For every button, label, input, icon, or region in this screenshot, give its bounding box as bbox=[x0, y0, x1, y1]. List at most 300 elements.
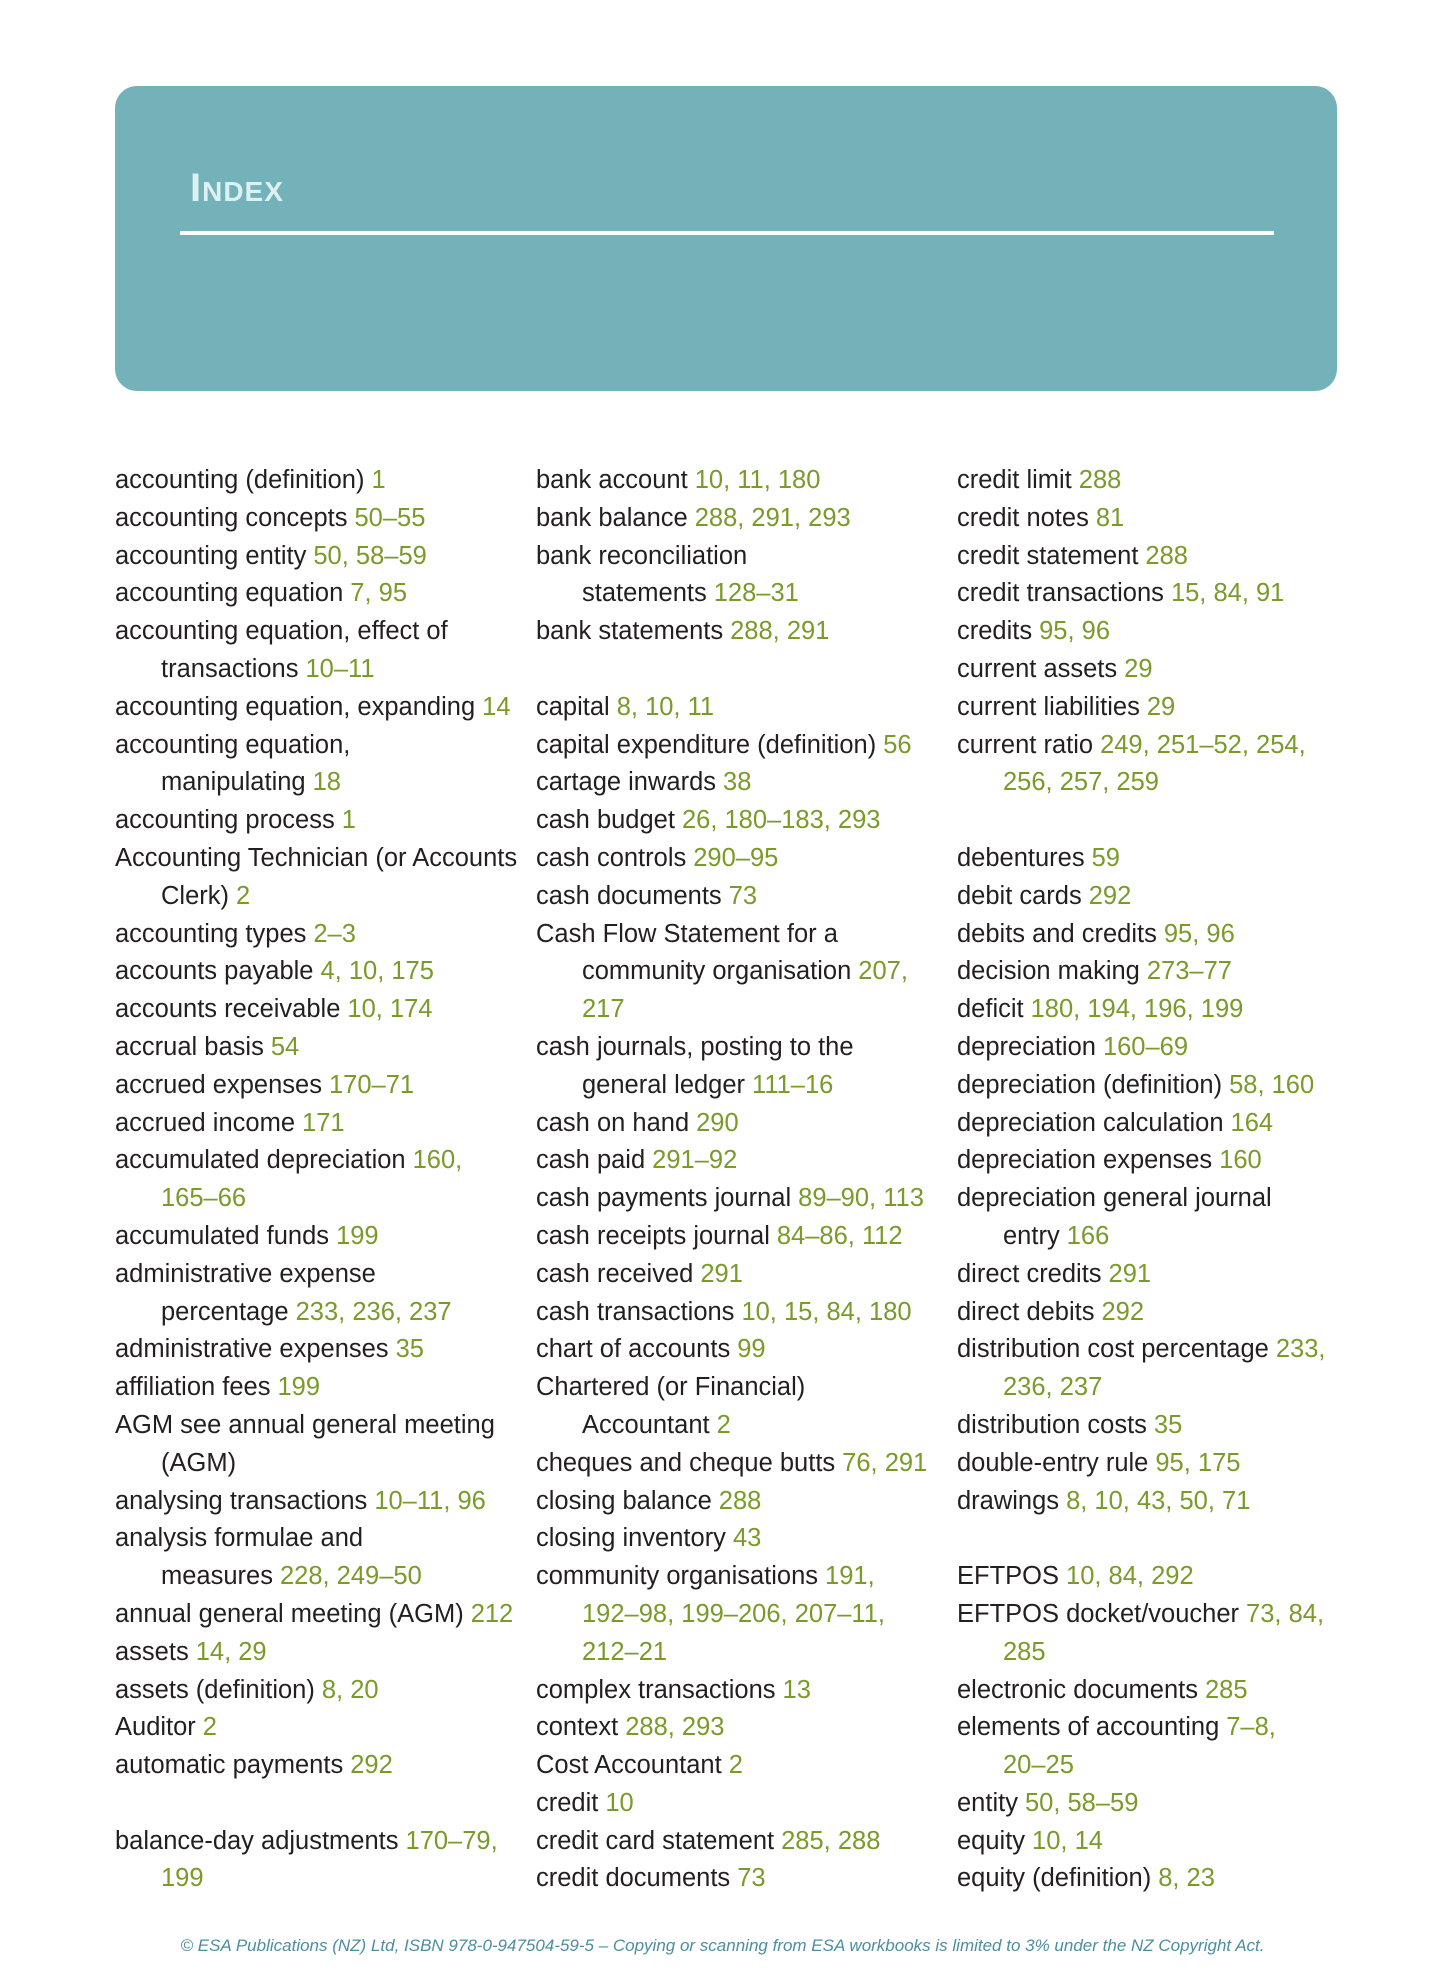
index-page-numbers: 15, 84, 91 bbox=[1170, 579, 1285, 608]
index-page-numbers: 26, 180–183, 293 bbox=[681, 806, 881, 835]
index-term: assets (definition) bbox=[115, 1675, 315, 1704]
index-entry bbox=[536, 1445, 946, 1483]
index-page-numbers: 166 bbox=[1066, 1221, 1110, 1250]
index-page-numbers: 13 bbox=[782, 1675, 811, 1704]
index-term: chart of accounts bbox=[536, 1335, 731, 1364]
index-page-numbers: 99 bbox=[737, 1335, 766, 1364]
index-page-numbers: 288 bbox=[718, 1486, 762, 1515]
index-page-numbers: 8, 10, 11 bbox=[616, 692, 715, 721]
index-entry bbox=[536, 1218, 946, 1256]
index-entry bbox=[115, 916, 525, 954]
index-term: accumulated depreciation bbox=[115, 1146, 406, 1175]
index-term: annual general meeting (AGM) bbox=[115, 1599, 464, 1628]
index-entry bbox=[957, 727, 1367, 803]
index-term: cash journals, posting to the bbox=[536, 1032, 854, 1061]
index-term: cheques and cheque butts bbox=[536, 1448, 836, 1477]
index-entry bbox=[536, 538, 946, 614]
index-entry bbox=[536, 1256, 946, 1294]
index-entry bbox=[536, 1823, 946, 1861]
index-term: current assets bbox=[957, 654, 1118, 683]
index-page-numbers: 164 bbox=[1230, 1108, 1274, 1137]
index-entry bbox=[957, 500, 1367, 538]
index-page-numbers: 38 bbox=[723, 768, 752, 797]
index-term: cash receipts journal bbox=[536, 1221, 770, 1250]
index-page-numbers: 7–8, bbox=[1226, 1713, 1276, 1742]
index-term: general ledger bbox=[582, 1070, 746, 1099]
index-term: depreciation general journal bbox=[957, 1184, 1272, 1213]
index-term: statements bbox=[582, 579, 707, 608]
index-section-gap bbox=[957, 1520, 1367, 1558]
index-entry bbox=[957, 1672, 1367, 1710]
index-entry bbox=[115, 1823, 525, 1899]
index-entry bbox=[115, 1256, 525, 1332]
index-page-numbers: 81 bbox=[1095, 503, 1125, 532]
index-page-numbers: 217 bbox=[582, 995, 625, 1024]
index-term: accrued income bbox=[115, 1108, 296, 1137]
index-term: Chartered (or Financial) bbox=[536, 1373, 806, 1402]
index-page-numbers: 29 bbox=[1124, 654, 1153, 683]
index-entry bbox=[115, 1067, 525, 1105]
index-page-numbers: 14, 29 bbox=[195, 1637, 267, 1666]
index-entry bbox=[536, 727, 946, 765]
index-term: cash controls bbox=[536, 843, 687, 872]
index-entry bbox=[115, 1029, 525, 1067]
index-page-numbers: 8, 10, 43, 50, 71 bbox=[1066, 1486, 1251, 1515]
index-entry bbox=[115, 953, 525, 991]
index-page-numbers: 128–31 bbox=[713, 579, 799, 608]
index-page-numbers: 292 bbox=[1101, 1297, 1145, 1326]
index-term: credit bbox=[536, 1788, 599, 1817]
index-entry bbox=[957, 1823, 1367, 1861]
index-page-numbers: 291 bbox=[1108, 1259, 1152, 1288]
index-entry bbox=[957, 953, 1367, 991]
index-entry bbox=[536, 878, 946, 916]
index-term: accrual basis bbox=[115, 1032, 264, 1061]
index-entry bbox=[536, 1709, 946, 1747]
index-entry bbox=[536, 1369, 946, 1445]
index-term: Clerk) bbox=[161, 881, 229, 910]
index-term: direct credits bbox=[957, 1259, 1102, 1288]
index-term: Cash Flow Statement for a bbox=[536, 919, 838, 948]
index-page-numbers: 2 bbox=[716, 1410, 731, 1439]
index-term: cash received bbox=[536, 1259, 694, 1288]
index-entry bbox=[115, 689, 525, 727]
index-page-numbers: 10–11 bbox=[305, 654, 375, 683]
index-page-numbers: 10, 15, 84, 180 bbox=[741, 1297, 912, 1326]
index-term: accrued expenses bbox=[115, 1070, 322, 1099]
index-section-gap bbox=[115, 1785, 525, 1823]
index-term: cash on hand bbox=[536, 1108, 690, 1137]
index-term: accounts receivable bbox=[115, 995, 341, 1024]
index-page-numbers: 56 bbox=[883, 730, 912, 759]
index-term: analysis formulae and bbox=[115, 1524, 364, 1553]
index-page-numbers: 170–79, bbox=[405, 1826, 498, 1855]
index-term: accounting types bbox=[115, 919, 307, 948]
index-page-numbers: 180, 194, 196, 199 bbox=[1030, 995, 1244, 1024]
index-term: closing balance bbox=[536, 1486, 712, 1515]
index-entry bbox=[957, 1558, 1367, 1596]
index-entry bbox=[957, 1256, 1367, 1294]
index-page-numbers: 84–86, 112 bbox=[776, 1221, 903, 1250]
index-page-numbers: 160–69 bbox=[1102, 1032, 1189, 1061]
index-page-numbers: 165–66 bbox=[161, 1184, 247, 1213]
index-entry bbox=[536, 1558, 946, 1671]
index-page-numbers: 43 bbox=[732, 1524, 762, 1553]
index-entry bbox=[536, 1747, 946, 1785]
index-term: Accounting Technician (or Accounts bbox=[115, 843, 518, 872]
index-page-numbers: 285 bbox=[1003, 1637, 1046, 1666]
index-term: EFTPOS bbox=[957, 1562, 1060, 1591]
index-entry bbox=[957, 1860, 1367, 1898]
index-term: equity (definition) bbox=[957, 1864, 1152, 1893]
index-term: credit notes bbox=[957, 503, 1089, 532]
index-entry bbox=[115, 1142, 525, 1218]
index-entry bbox=[115, 802, 525, 840]
index-term: entity bbox=[957, 1788, 1018, 1817]
index-entry bbox=[536, 1105, 946, 1143]
index-entry bbox=[957, 1445, 1367, 1483]
index-entry bbox=[115, 1483, 525, 1521]
index-page-numbers: 10, 14 bbox=[1032, 1826, 1103, 1855]
index-entry bbox=[957, 1596, 1367, 1672]
index-term: credit statement bbox=[957, 541, 1139, 570]
index-section-gap bbox=[957, 802, 1367, 840]
index-page-numbers: 2 bbox=[236, 881, 251, 910]
index-entry bbox=[536, 1294, 946, 1332]
index-page-numbers: 50–55 bbox=[354, 503, 426, 532]
index-term: accounting equation bbox=[115, 579, 344, 608]
index-entry bbox=[115, 1407, 525, 1483]
index-term: bank reconciliation bbox=[536, 541, 748, 570]
index-term: accounts payable bbox=[115, 957, 314, 986]
index-term: bank account bbox=[536, 466, 688, 494]
index-term: community organisations bbox=[536, 1562, 819, 1591]
index-entry bbox=[536, 1180, 946, 1218]
index-entry bbox=[115, 462, 525, 500]
index-column-2 bbox=[536, 462, 946, 1898]
index-page-numbers: 10 bbox=[605, 1788, 634, 1817]
index-entry bbox=[115, 1105, 525, 1143]
index-entry bbox=[536, 689, 946, 727]
index-page-numbers: 199 bbox=[336, 1221, 379, 1250]
index-term: manipulating bbox=[161, 768, 306, 797]
index-entry bbox=[115, 1747, 525, 1785]
index-page-numbers: 4, 10, 175 bbox=[320, 957, 434, 986]
index-term: closing inventory bbox=[536, 1524, 726, 1553]
index-page-numbers: 288, 291 bbox=[730, 617, 830, 646]
index-entry bbox=[536, 1672, 946, 1710]
index-entry bbox=[957, 1709, 1367, 1785]
index-entry bbox=[957, 1142, 1367, 1180]
index-term: EFTPOS docket/voucher bbox=[957, 1599, 1240, 1628]
index-page-numbers: 73 bbox=[737, 1864, 766, 1893]
index-term: Accountant bbox=[582, 1410, 710, 1439]
index-term: Cost Accountant bbox=[536, 1751, 722, 1780]
index-entry bbox=[536, 1331, 946, 1369]
index-term: depreciation expenses bbox=[957, 1146, 1213, 1175]
index-term: cash budget bbox=[536, 806, 675, 835]
index-column-3 bbox=[957, 462, 1367, 1898]
index-page-numbers: 291 bbox=[700, 1259, 743, 1288]
index-page-numbers: 256, 257, 259 bbox=[1003, 768, 1159, 797]
index-term: capital expenditure (definition) bbox=[536, 730, 877, 759]
index-page-numbers: 292 bbox=[1088, 881, 1132, 910]
index-page-numbers: 58, 160 bbox=[1229, 1070, 1315, 1099]
copyright-footer: © ESA Publications (NZ) Ltd, ISBN 978-0-947504-59-5 – Copying or scanning from ESA workbooks is limited to 3% under the NZ Copyright Act. bbox=[180, 1936, 1265, 1955]
index-page-numbers: 2 bbox=[728, 1751, 743, 1780]
index-entry bbox=[957, 1067, 1367, 1105]
index-term: cash payments journal bbox=[536, 1184, 792, 1213]
index-page-numbers: 160 bbox=[1219, 1146, 1262, 1175]
index-page-numbers: 20–25 bbox=[1003, 1751, 1074, 1780]
index-entry bbox=[536, 802, 946, 840]
index-term: drawings bbox=[957, 1486, 1060, 1515]
index-term: measures bbox=[161, 1562, 273, 1591]
index-page-numbers: 236, 237 bbox=[1003, 1373, 1103, 1402]
index-term: debentures bbox=[957, 843, 1085, 872]
index-entry bbox=[536, 840, 946, 878]
index-entry bbox=[957, 462, 1367, 500]
index-term: accumulated funds bbox=[115, 1221, 330, 1250]
index-page-numbers: 10, 84, 292 bbox=[1066, 1562, 1194, 1591]
index-entry bbox=[957, 1483, 1367, 1521]
index-term: (AGM) bbox=[161, 1448, 237, 1477]
index-entry bbox=[957, 689, 1367, 727]
index-entry bbox=[115, 1331, 525, 1369]
index-term: depreciation (definition) bbox=[957, 1070, 1223, 1099]
index-term: automatic payments bbox=[115, 1751, 344, 1780]
index-page-numbers: 89–90, 113 bbox=[798, 1184, 924, 1213]
index-term: accounting equation, expanding bbox=[115, 692, 476, 721]
index-page-numbers: 212–21 bbox=[582, 1637, 668, 1666]
index-term: cash paid bbox=[536, 1146, 646, 1175]
index-entry bbox=[115, 727, 525, 803]
index-page-numbers: 54 bbox=[270, 1032, 300, 1061]
index-term: percentage bbox=[161, 1297, 289, 1326]
index-entry bbox=[536, 1860, 946, 1898]
index-page-numbers: 199 bbox=[161, 1864, 204, 1893]
index-term: AGM see annual general meeting bbox=[115, 1410, 495, 1439]
index-page-numbers: 7, 95 bbox=[350, 579, 407, 608]
index-page-numbers: 2 bbox=[202, 1713, 217, 1742]
index-page-numbers: 191, bbox=[825, 1562, 875, 1591]
index-entry bbox=[957, 1029, 1367, 1067]
index-term: current liabilities bbox=[957, 692, 1140, 721]
index-entry bbox=[957, 538, 1367, 576]
index-entry bbox=[536, 916, 946, 1029]
index-term: entry bbox=[1003, 1221, 1060, 1250]
index-term: administrative expense bbox=[115, 1259, 376, 1288]
page-title: Index bbox=[190, 166, 284, 210]
index-entry bbox=[115, 500, 525, 538]
title-banner bbox=[115, 86, 1337, 391]
index-page-numbers: 1 bbox=[371, 466, 386, 494]
index-page-numbers: 233, bbox=[1275, 1335, 1326, 1364]
index-term: Auditor bbox=[115, 1713, 196, 1742]
index-page-numbers: 76, 291 bbox=[842, 1448, 928, 1477]
index-page-numbers: 35 bbox=[1153, 1410, 1183, 1439]
index-column-1 bbox=[115, 462, 525, 1898]
index-entry bbox=[957, 575, 1367, 613]
index-term: bank balance bbox=[536, 503, 688, 532]
index-page-numbers: 288 bbox=[1078, 466, 1122, 494]
index-entry bbox=[115, 1709, 525, 1747]
index-term: debits and credits bbox=[957, 919, 1157, 948]
index-term: accounting (definition) bbox=[115, 466, 365, 494]
index-page-numbers: 50, 58–59 bbox=[1024, 1788, 1139, 1817]
index-term: cartage inwards bbox=[536, 768, 717, 797]
index-term: community organisation bbox=[582, 957, 852, 986]
index-page-numbers: 10, 11, 180 bbox=[694, 466, 821, 494]
index-entry bbox=[957, 651, 1367, 689]
index-page-numbers: 290–95 bbox=[693, 843, 779, 872]
index-page-numbers: 291–92 bbox=[652, 1146, 738, 1175]
index-entry bbox=[957, 991, 1367, 1029]
index-term: debit cards bbox=[957, 881, 1082, 910]
index-term: electronic documents bbox=[957, 1675, 1198, 1704]
index-page-numbers: 192–98, 199–206, 207–11, bbox=[582, 1599, 885, 1628]
index-entry bbox=[957, 613, 1367, 651]
index-entry bbox=[536, 1142, 946, 1180]
index-term: decision making bbox=[957, 957, 1140, 986]
index-term: capital bbox=[536, 692, 610, 721]
index-page-numbers: 2–3 bbox=[313, 919, 356, 948]
index-entry bbox=[115, 991, 525, 1029]
index-entry bbox=[536, 1029, 946, 1105]
index-term: distribution cost percentage bbox=[957, 1335, 1269, 1364]
index-page-numbers: 160, bbox=[412, 1146, 463, 1175]
index-entry bbox=[957, 1407, 1367, 1445]
index-term: credit card statement bbox=[536, 1826, 775, 1855]
index-term: credit limit bbox=[957, 466, 1072, 494]
index-entry bbox=[115, 1218, 525, 1256]
index-term: deficit bbox=[957, 995, 1024, 1024]
index-term: current ratio bbox=[957, 730, 1094, 759]
index-entry bbox=[536, 1520, 946, 1558]
index-page-numbers: 10–11, 96 bbox=[374, 1486, 486, 1515]
index-term: accounting equation, effect of bbox=[115, 617, 448, 646]
index-term: distribution costs bbox=[957, 1410, 1147, 1439]
index-page-numbers: 285 bbox=[1204, 1675, 1248, 1704]
index-page-numbers: 249, 251–52, 254, bbox=[1100, 730, 1306, 759]
index-term: elements of accounting bbox=[957, 1713, 1220, 1742]
index-page-numbers: 50, 58–59 bbox=[313, 541, 427, 570]
index-entry bbox=[957, 1294, 1367, 1332]
index-term: affiliation fees bbox=[115, 1373, 271, 1402]
index-page-numbers: 111–16 bbox=[752, 1070, 834, 1099]
index-page-numbers: 59 bbox=[1091, 843, 1120, 872]
index-entry bbox=[957, 916, 1367, 954]
index-page-numbers: 288, 293 bbox=[625, 1713, 725, 1742]
index-term: double-entry rule bbox=[957, 1448, 1149, 1477]
index-page-numbers: 1 bbox=[341, 806, 356, 835]
index-page-numbers: 171 bbox=[302, 1108, 345, 1137]
index-page-numbers: 228, 249–50 bbox=[279, 1562, 422, 1591]
index-entry bbox=[115, 1596, 525, 1634]
index-page-numbers: 273–77 bbox=[1146, 957, 1232, 986]
index-page-numbers: 290 bbox=[696, 1108, 739, 1137]
index-term: accounting concepts bbox=[115, 503, 348, 532]
index-term: analysing transactions bbox=[115, 1486, 368, 1515]
index-term: context bbox=[536, 1713, 619, 1742]
index-page-numbers: 8, 20 bbox=[321, 1675, 379, 1704]
index-entry bbox=[536, 500, 946, 538]
index-term: complex transactions bbox=[536, 1675, 776, 1704]
index-page-numbers: 288 bbox=[1145, 541, 1188, 570]
index-entry bbox=[957, 1785, 1367, 1823]
index-page-numbers: 288, 291, 293 bbox=[694, 503, 851, 532]
index-term: accounting equation, bbox=[115, 730, 351, 759]
index-entry bbox=[957, 840, 1367, 878]
index-page-numbers: 95, 96 bbox=[1039, 617, 1111, 646]
index-page-numbers: 18 bbox=[312, 768, 341, 797]
index-term: balance-day adjustments bbox=[115, 1826, 399, 1855]
index-term: accounting process bbox=[115, 806, 335, 835]
index-term: transactions bbox=[161, 654, 299, 683]
index-page-numbers: 170–71 bbox=[328, 1070, 415, 1099]
index-entry bbox=[957, 1105, 1367, 1143]
index-term: credit documents bbox=[536, 1864, 731, 1893]
index-term: credits bbox=[957, 617, 1033, 646]
index-page-numbers: 10, 174 bbox=[347, 995, 433, 1024]
index-entry bbox=[957, 878, 1367, 916]
index-entry bbox=[115, 1634, 525, 1672]
index-page-numbers: 29 bbox=[1146, 692, 1176, 721]
index-term: direct debits bbox=[957, 1297, 1095, 1326]
index-entry bbox=[536, 764, 946, 802]
index-entry bbox=[115, 840, 525, 916]
index-entry bbox=[957, 1331, 1367, 1407]
index-term: cash documents bbox=[536, 881, 722, 910]
index-entry bbox=[115, 1369, 525, 1407]
index-term: assets bbox=[115, 1637, 189, 1666]
index-entry bbox=[115, 575, 525, 613]
index-entry bbox=[115, 613, 525, 689]
index-page-numbers: 233, 236, 237 bbox=[295, 1297, 452, 1326]
index-term: equity bbox=[957, 1826, 1026, 1855]
index-entry bbox=[115, 1520, 525, 1596]
index-page-numbers: 73, 84, bbox=[1246, 1599, 1325, 1628]
index-page-numbers: 35 bbox=[395, 1335, 424, 1364]
index-page-numbers: 95, 175 bbox=[1155, 1448, 1241, 1477]
index-term: depreciation calculation bbox=[957, 1108, 1224, 1137]
index-page-numbers: 73 bbox=[728, 881, 758, 910]
index-page-numbers: 207, bbox=[858, 957, 908, 986]
index-entry bbox=[536, 1483, 946, 1521]
index-page-numbers: 95, 96 bbox=[1163, 919, 1235, 948]
index-term: credit transactions bbox=[957, 579, 1164, 608]
index-entry bbox=[957, 1180, 1367, 1256]
index-entry bbox=[115, 538, 525, 576]
index-page-numbers: 212 bbox=[470, 1599, 514, 1628]
index-term: bank statements bbox=[536, 617, 724, 646]
index-term: depreciation bbox=[957, 1032, 1096, 1061]
index-term: accounting entity bbox=[115, 541, 307, 570]
index-term: cash transactions bbox=[536, 1297, 735, 1326]
index-entry bbox=[115, 1672, 525, 1710]
index-page-numbers: 8, 23 bbox=[1158, 1864, 1215, 1893]
index-page-numbers: 14 bbox=[482, 692, 511, 721]
index-term: administrative expenses bbox=[115, 1335, 389, 1364]
index-entry bbox=[536, 1785, 946, 1823]
index-entry bbox=[536, 462, 946, 500]
index-page-numbers: 285, 288 bbox=[781, 1826, 881, 1855]
index-section-gap bbox=[536, 651, 946, 689]
index-entry bbox=[536, 613, 946, 651]
title-divider bbox=[180, 231, 1274, 235]
index-page-numbers: 199 bbox=[277, 1373, 321, 1402]
index-page-numbers: 292 bbox=[350, 1751, 393, 1780]
